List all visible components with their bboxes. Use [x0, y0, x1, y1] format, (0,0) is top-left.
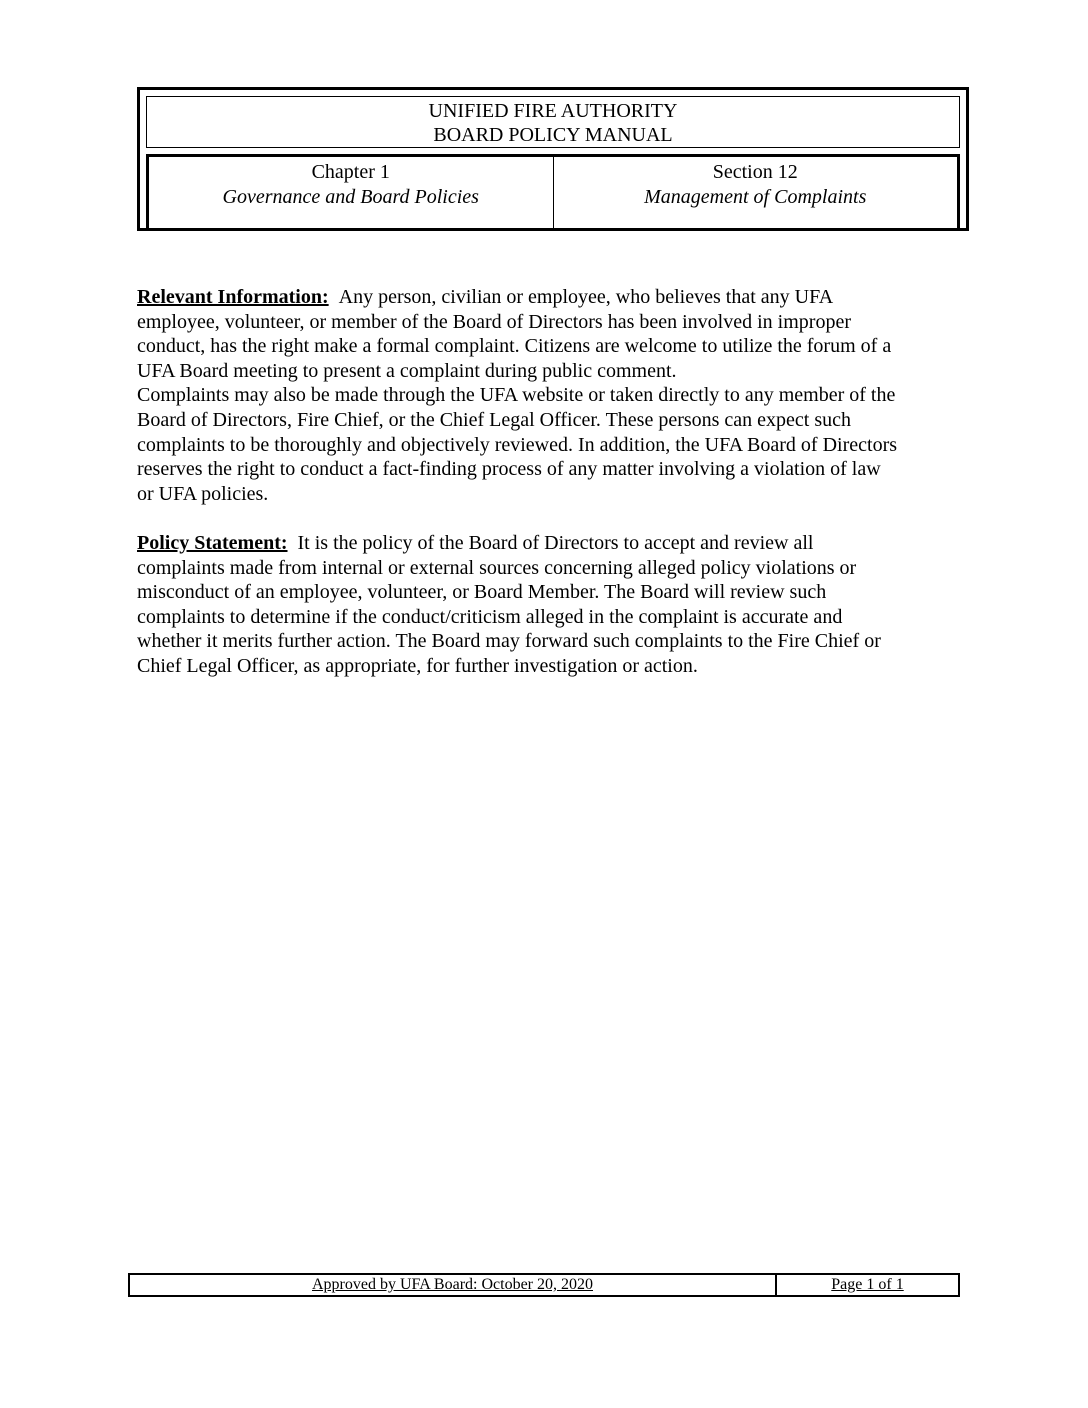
relevant-information-heading: Relevant Information:: [137, 286, 329, 308]
section-label: Section 12: [712, 161, 798, 183]
relevant-information-text-1: Any person, civilian or employee, who believes that any UFA employee, volunteer, or member of the Board of Directors has been involved in improper conduct, has the right make a formal complaint. Citizens are welcome to utilize the forum of a UFA Board meeting to present a complaint during public comment.: [137, 286, 892, 382]
section-title: Management of Complaints: [644, 186, 867, 208]
manual-title: BOARD POLICY MANUAL: [433, 124, 673, 146]
section-cell: [554, 157, 958, 228]
policy-body: [137, 285, 897, 679]
policy-statement-text: It is the policy of the Board of Directors to accept and review all complaints made from internal or external sources concerning alleged policy violations or misconduct of an employee, volunteer, or Board Member. The Board will review such complaints to determine if the conduct/criticism alleged in the complaint is accurate and whether it merits further action. The Board may forward such complaints to the Fire Chief or Chief Legal Officer, as appropriate, for further investigation or action.: [137, 531, 881, 677]
chapter-title: Governance and Board Policies: [222, 186, 479, 208]
relevant-information-paragraph: [137, 285, 897, 383]
policy-statement-paragraph: [137, 531, 897, 679]
chapter-section-row: [146, 154, 960, 228]
approval-date: Approved by UFA Board: October 20, 2020: [130, 1275, 777, 1295]
manual-title-box: [146, 96, 960, 148]
policy-statement-heading: Policy Statement:: [137, 531, 288, 554]
org-name: UNIFIED FIRE AUTHORITY: [428, 100, 678, 122]
policy-header: [137, 87, 969, 231]
policy-footer: [128, 1273, 960, 1297]
chapter-label: Chapter 1: [311, 161, 390, 183]
relevant-information-paragraph-2: Complaints may also be made through the UFA website or taken directly to any member of the Board of Directors, Fire Chief, or the Chief Legal Officer. These persons can expect such complaints to be thoroughly and objectively reviewed. In addition, the UFA Board of Directors reserves the right to conduct a fact-finding process of any matter involving a violation of law or UFA policies.: [137, 384, 898, 505]
chapter-cell: [149, 157, 554, 228]
page-number: Page 1 of 1: [831, 1276, 904, 1293]
